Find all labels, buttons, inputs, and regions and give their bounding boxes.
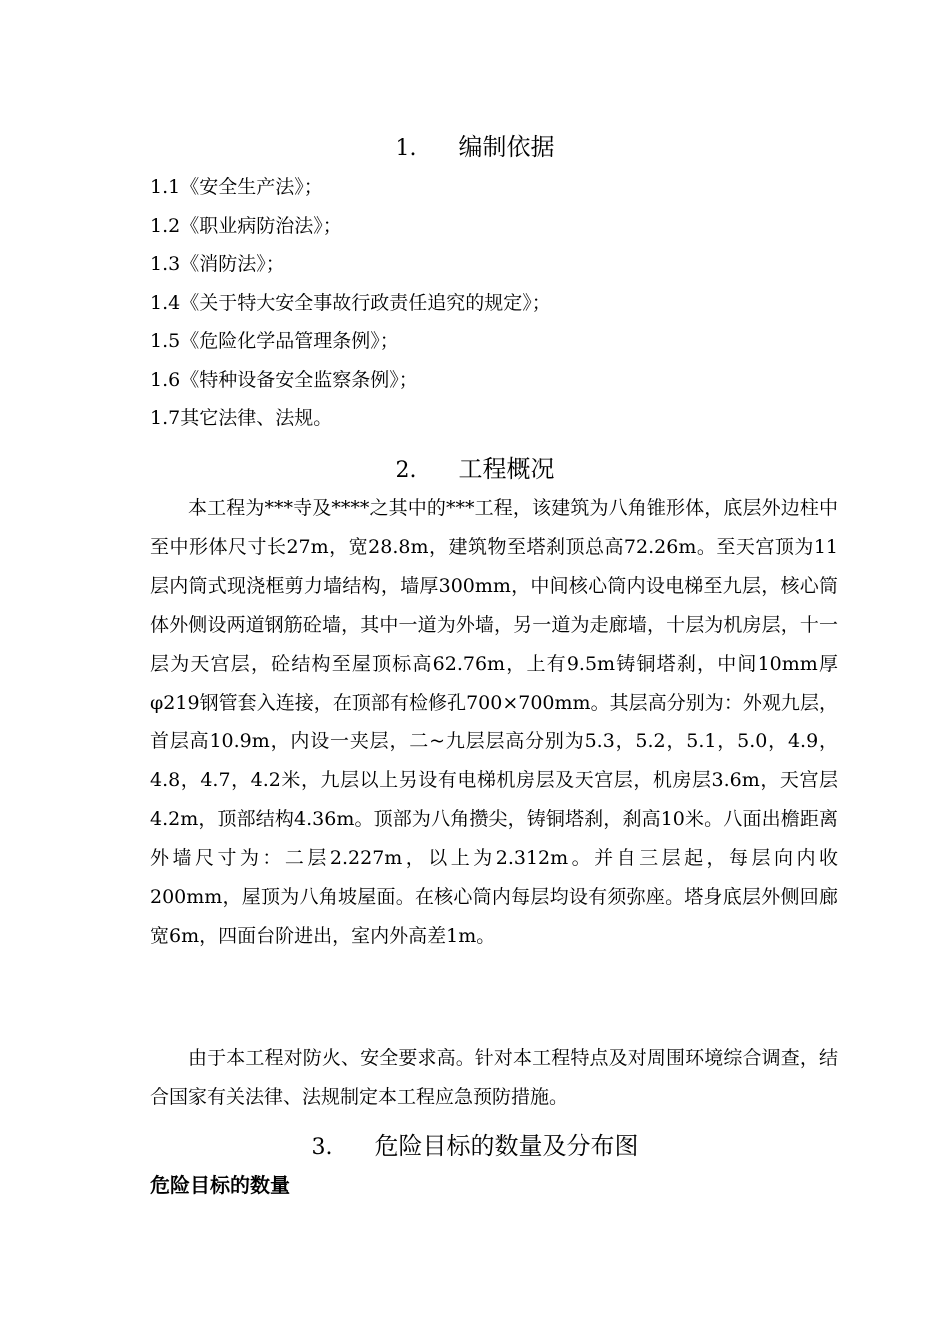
section-3-number: 3. bbox=[311, 1135, 333, 1160]
project-overview-paragraph: 本工程为***寺及****之其中的***工程，该建筑为八角锥形体，底层外边柱中至中形体尺寸长27m，宽28.8m，建筑物至塔刹顶总高72.26m。至天宫顶为11层内筒式现浇框剪力墙结构，墙厚300mm，中间核心筒内设电梯至九层，核心筒体外侧设两道钢筋砼墙，其中一道为外墙，另一道为走廊墙，十层为机房层，十一层为天宫层，砼结构至屋顶标高62.76m，上有9.5m铸铜塔刹，中间10mm厚φ219钢管套入连接，在顶部有检修孔700×700mm。其层高分别为：外观九层，首层高10.9m，内设一夹层，二~九层层高分别为5.3，5.2，5.1，5.0，4.9，4.8，4.7，4.2米，九层以上另设有电梯机房层及天宫层，机房层3.6m，天宫层4.2m，顶部结构4.36m。顶部为八角攒尖，铸铜塔刹，刹高10米。八面出檐距离外墙尺寸为：二层2.227m，以上为2.312m。并自三层起，每层向内收200mm，屋顶为八角坡屋面。在核心筒内每层均设有须弥座。塔身底层外侧回廊宽6m，四面台阶进出，室内外高差1m。 bbox=[150, 497, 838, 947]
section-1-number: 1. bbox=[395, 136, 417, 161]
basis-item-2: 1.2《职业病防治法》； bbox=[150, 215, 342, 237]
section-3-title: 危险目标的数量及分布图 bbox=[374, 1132, 639, 1160]
basis-item-6: 1.6《特种设备安全监察条例》； bbox=[150, 369, 418, 391]
section-1-heading bbox=[0, 132, 950, 164]
section-3-heading bbox=[0, 1131, 950, 1163]
basis-item-5: 1.5《危险化学品管理条例》； bbox=[150, 330, 399, 352]
section-1-title: 编制依据 bbox=[458, 133, 555, 161]
hazard-count-subheading: 危险目标的数量 bbox=[150, 1173, 290, 1197]
section-2-number: 2. bbox=[395, 458, 417, 483]
basis-item-4: 1.4《关于特大安全事故行政责任追究的规定》； bbox=[150, 292, 551, 314]
basis-item-3: 1.3《消防法》； bbox=[150, 253, 285, 275]
section-2-heading bbox=[0, 454, 950, 486]
basis-item-1: 1.1《安全生产法》； bbox=[150, 176, 323, 198]
project-summary-paragraph: 由于本工程对防火、安全要求高。针对本工程特点及对周围环境综合调查，结合国家有关法律、法规制定本工程应急预防措施。 bbox=[150, 1047, 838, 1108]
section-2-title: 工程概况 bbox=[458, 455, 555, 483]
basis-item-7: 1.7其它法律、法规。 bbox=[150, 407, 333, 429]
